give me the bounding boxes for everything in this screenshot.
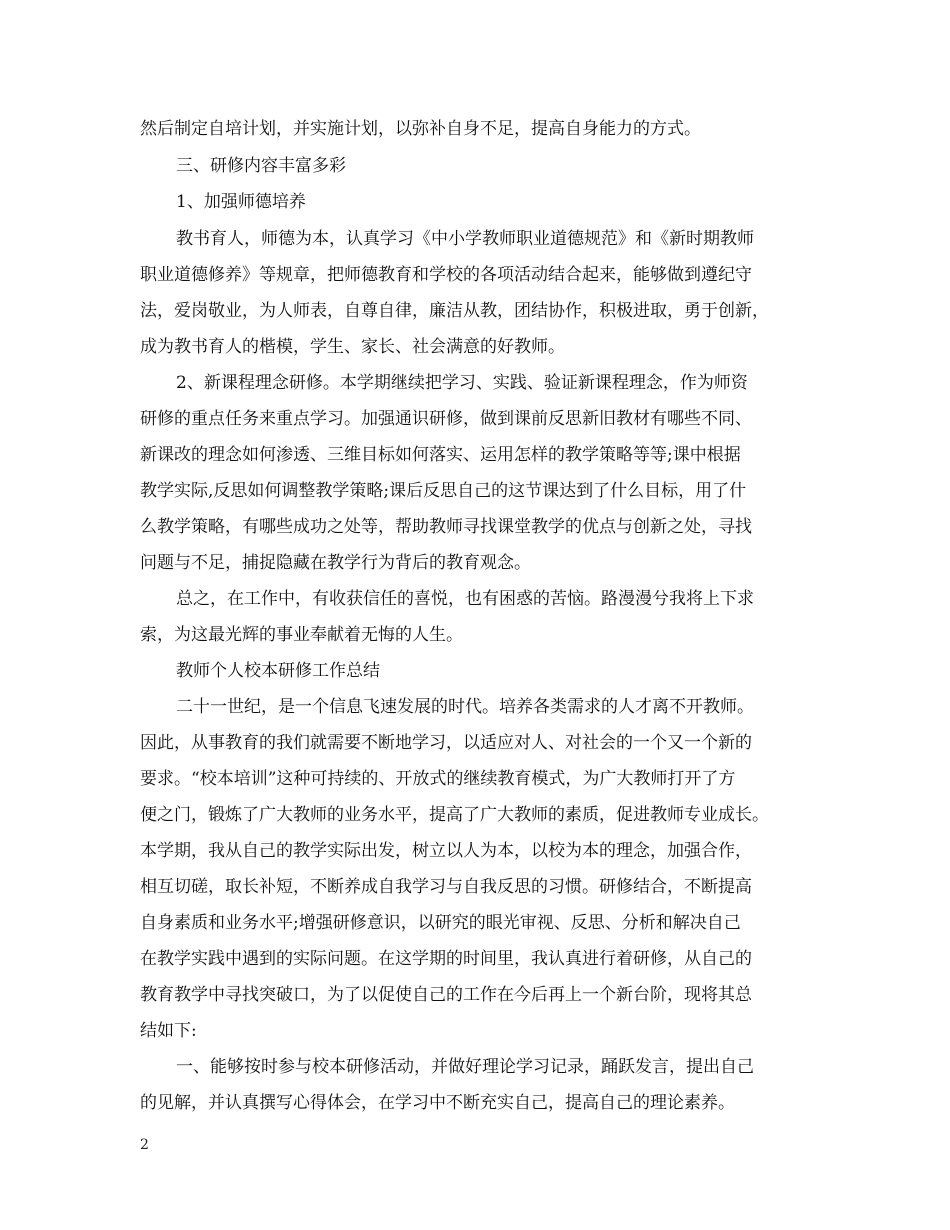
section-heading: 三、研修内容丰富多彩 — [176, 156, 346, 176]
text-line: 教育教学中寻找突破口，为了以促使自己的工作在今后再上一个新台阶，现将其总 — [140, 985, 752, 1005]
text-line: 结如下: — [140, 1021, 197, 1041]
text-line: 研修的重点任务来重点学习。加强通识研修，做到课前反思新旧教材有哪些不同、 — [140, 409, 752, 429]
text-line: 一、能够按时参与校本研修活动，并做好理论学习记录，踊跃发言，提出自己 — [176, 1057, 754, 1077]
text-line: 便之门，锻炼了广大教师的业务水平，提高了广大教师的素质，促进教师专业成长。 — [140, 805, 769, 825]
text-line: 教学实际,反思如何调整教学策略;课后反思自己的这节课达到了什么目标，用了什 — [140, 481, 747, 501]
text-line: 要求。“校本培训”这种可持续的、开放式的继续教育模式，为广大教师打开了方 — [140, 769, 736, 789]
text-line: 相互切磋，取长补短，不断养成自我学习与自我反思的习惯。研修结合，不断提高 — [140, 877, 752, 897]
text-line: 因此，从事教育的我们就需要不断地学习，以适应对人、对社会的一个又一个新的 — [140, 733, 752, 753]
text-line: 2、新课程理念研修。本学期继续把学习、实践、验证新课程理念，作为师资 — [176, 373, 748, 393]
text-line: 自身素质和业务水平;增强研修意识，以研究的眼光审视、反思、分析和解决自己 — [140, 913, 741, 933]
text-line: 总之，在工作中，有收获信任的喜悦，也有困惑的苦恼。路漫漫兮我将上下求 — [176, 589, 754, 609]
text-line: 职业道德修养》等规章，把师德教育和学校的各项活动结合起来，能够做到遵纪守 — [140, 265, 752, 285]
text-line: 新课改的理念如何渗透、三维目标如何落实、运用怎样的教学策略等等;课中根据 — [140, 445, 741, 465]
text-line: 在教学实践中遇到的实际问题。在这学期的时间里，我认真进行着研修，从自己的 — [140, 949, 752, 969]
text-line: 成为教书育人的楷模，学生、家长、社会满意的好教师。 — [140, 337, 565, 357]
page-number: 2 — [140, 1137, 149, 1153]
subsection-heading: 1、加强师德培养 — [176, 192, 306, 212]
text-line: 法，爱岗敬业，为人师表，自尊自律，廉洁从教，团结协作，积极进取，勇于创新， — [140, 301, 769, 321]
text-line: 问题与不足，捕捉隐藏在教学行为背后的教育观念。 — [140, 553, 531, 573]
text-line: 么教学策略，有哪些成功之处等，帮助教师寻找课堂教学的优点与创新之处，寻找 — [140, 517, 752, 537]
article-title: 教师个人校本研修工作总结 — [176, 661, 380, 681]
text-line: 教书育人，师德为本，认真学习《中小学教师职业道德规范》和《新时期教师 — [176, 229, 754, 249]
text-line: 索，为这最光辉的事业奉献着无悔的人生。 — [140, 625, 463, 645]
text-line: 然后制定自培计划，并实施计划，以弥补自身不足，提高自身能力的方式。 — [140, 119, 701, 139]
text-line: 的见解，并认真撰写心得体会，在学习中不断充实自己，提高自己的理论素养。 — [140, 1093, 735, 1113]
text-line: 本学期，我从自己的教学实际出发，树立以人为本，以校为本的理念，加强合作， — [140, 841, 752, 861]
text-line: 二十一世纪，是一个信息飞速发展的时代。培养各类需求的人才离不开教师。 — [176, 697, 754, 717]
